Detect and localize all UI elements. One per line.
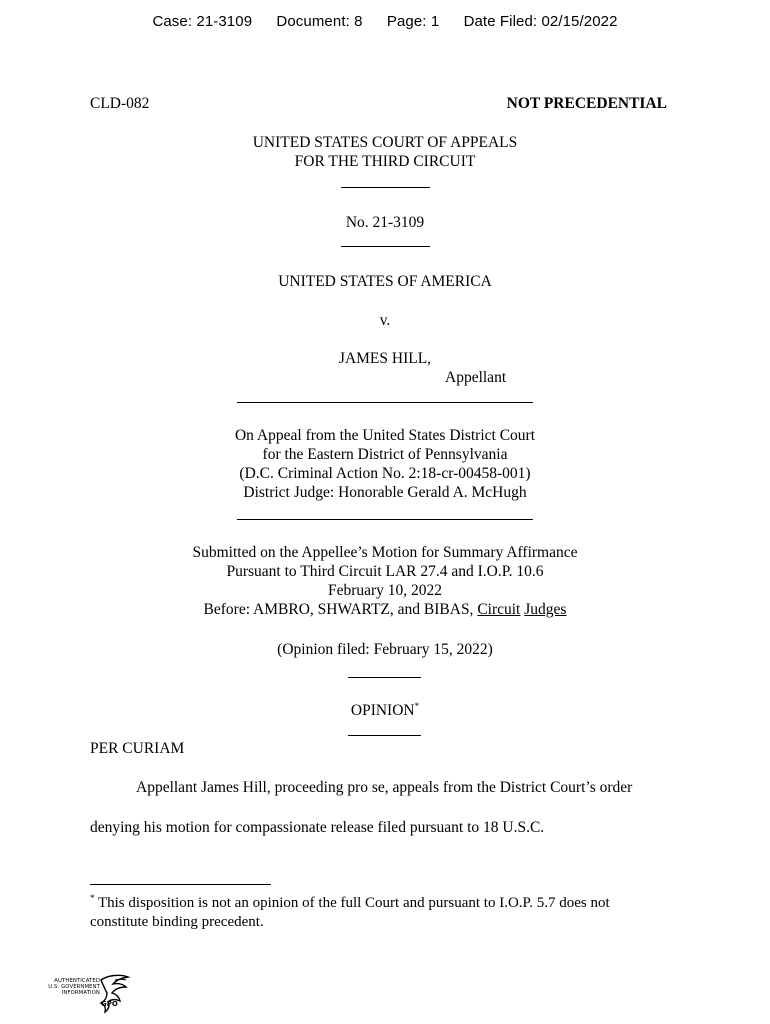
precedential-status: NOT PRECEDENTIAL — [506, 95, 667, 112]
doc-code: CLD-082 — [90, 95, 150, 112]
defendant-name: JAMES HILL, — [338, 350, 432, 367]
footnote-line-2: constitute binding precedent. — [90, 914, 264, 930]
court-line-2: FOR THE THIRD CIRCUIT — [294, 153, 476, 170]
defendant-role: Appellant — [445, 369, 507, 386]
appeal-line-1: On Appeal from the United States District Court — [234, 427, 536, 444]
court-line-1: UNITED STATES COURT OF APPEALS — [252, 134, 518, 151]
panel-circuit: Circuit — [477, 601, 521, 618]
date-filed: Date Filed: 02/15/2022 — [463, 13, 618, 30]
appeal-line-3: (D.C. Criminal Action No. 2:18-cr-00458-001) — [239, 465, 531, 482]
body-line-1: Appellant James Hill, proceeding pro se, appeals from the District Court’s order — [136, 779, 633, 796]
submission-line-2: Pursuant to Third Circuit LAR 27.4 and I.O.P. 10.6 — [226, 563, 544, 580]
appeal-line-4: District Judge: Honorable Gerald A. McHugh — [243, 484, 527, 501]
divider — [341, 246, 430, 247]
footnote — [90, 894, 680, 932]
footnote-reference[interactable]: * — [414, 701, 420, 711]
opinion-heading — [0, 701, 770, 720]
opinion-title: OPINION — [350, 702, 415, 719]
gpo-seal-text: AUTHENTICATED U.S. GOVERNMENT INFORMATION — [48, 978, 100, 997]
document-number: Document: 8 — [276, 13, 363, 30]
submission-info — [0, 543, 770, 619]
per-curiam: PER CURIAM — [90, 740, 185, 757]
divider — [348, 735, 421, 736]
divider — [237, 402, 533, 403]
filing-header — [0, 13, 770, 30]
footnote-text-1: This disposition is not an opinion of the full Court and pursuant to I.O.P. 5.7 does not — [94, 895, 610, 911]
versus: v. — [379, 312, 391, 329]
divider — [348, 677, 421, 678]
footnote-divider — [90, 884, 271, 885]
divider — [341, 187, 430, 188]
gpo-seal-label: GPO — [101, 1000, 118, 1008]
panel-judges-title: Judges — [524, 601, 567, 618]
panel-judges: Before: AMBRO, SHWARTZ, and BIBAS, — [203, 601, 478, 618]
footnote-line-1 — [90, 894, 680, 913]
gpo-authentication-seal — [44, 974, 132, 1016]
submission-line-3: February 10, 2022 — [327, 582, 443, 599]
submission-line-1: Submitted on the Appellee’s Motion for Summary Affirmance — [192, 544, 578, 561]
divider — [237, 519, 533, 520]
court-name — [0, 133, 770, 171]
plaintiff-name: UNITED STATES OF AMERICA — [278, 273, 492, 290]
body-line-2: denying his motion for compassionate release filed pursuant to 18 U.S.C. — [90, 819, 545, 836]
panel-line — [0, 600, 770, 619]
eagle-icon — [98, 974, 132, 1016]
footnote-marker: * — [90, 893, 95, 903]
appeal-line-2: for the Eastern District of Pennsylvania — [262, 446, 508, 463]
docket-number: No. 21-3109 — [345, 214, 425, 231]
appeal-info — [0, 426, 770, 502]
page-number: Page: 1 — [386, 13, 440, 30]
case-number: Case: 21-3109 — [152, 13, 253, 30]
opinion-filed: (Opinion filed: February 15, 2022) — [277, 641, 493, 658]
